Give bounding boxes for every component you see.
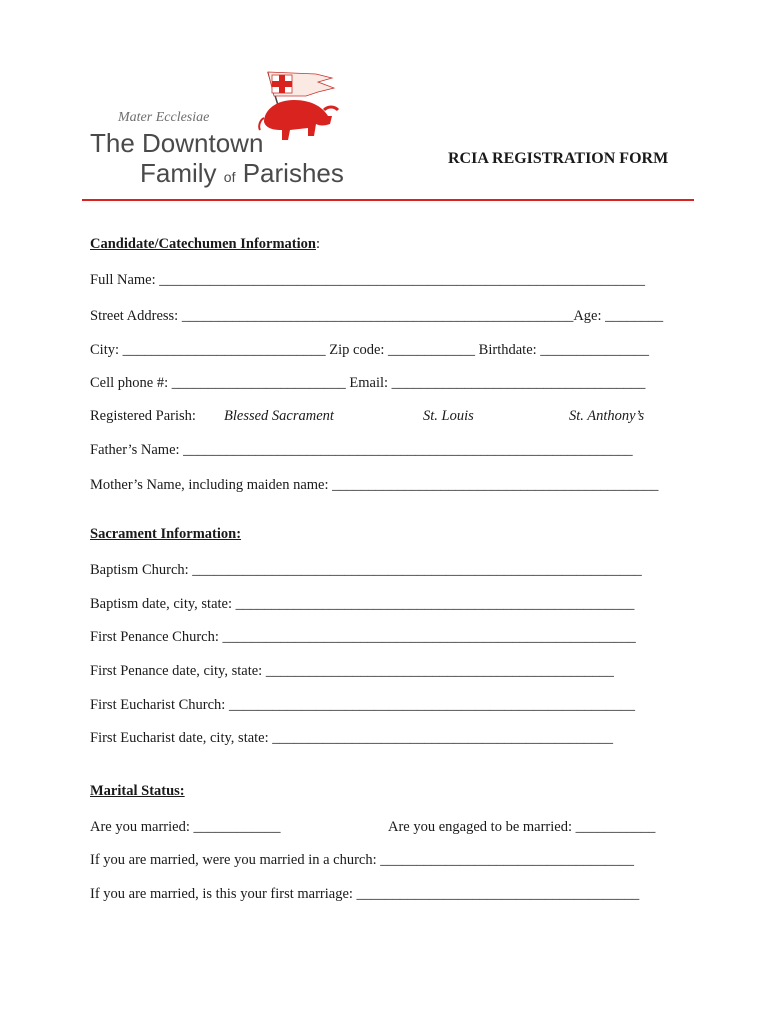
engaged-field[interactable]: Are you engaged to be married: ___________	[388, 819, 656, 835]
baptism-date-field[interactable]: Baptism date, city, state: _______________________________________________________	[90, 596, 635, 612]
marital-section-heading: Marital Status:	[90, 783, 185, 799]
eucharist-date-field[interactable]: First Eucharist date, city, state: _______________________________________________	[90, 730, 614, 746]
registered-parish-label: Registered Parish:	[90, 408, 196, 424]
logo-word-parishes: Parishes	[242, 158, 344, 188]
form-title: RCIA REGISTRATION FORM	[448, 150, 669, 167]
parish-option-st-louis[interactable]: St. Louis	[423, 408, 474, 424]
logo-word-family: Family	[140, 158, 217, 188]
street-address-field[interactable]: Street Address: ______________________________________________________Age: ________	[90, 308, 664, 324]
city-zip-birthdate-field[interactable]: City: ____________________________ Zip code: ____________ Birthdate: _______________	[90, 342, 650, 358]
parish-logo	[88, 66, 348, 192]
married-field[interactable]: Are you married: ____________	[90, 819, 281, 835]
full-name-field[interactable]: Full Name: ___________________________________________________________________	[90, 272, 646, 288]
cell-phone-email-field[interactable]: Cell phone #: ________________________ Email: ___________________________________	[90, 375, 646, 391]
sacrament-section-heading: Sacrament Information:	[90, 526, 242, 542]
penance-church-field[interactable]: First Penance Church: _________________________________________________________	[90, 629, 636, 645]
mother-name-field[interactable]: Mother’s Name, including maiden name: _____________________________________________	[90, 477, 659, 493]
title-divider	[82, 199, 694, 201]
candidate-heading-text: Candidate/Catechumen Information	[90, 236, 316, 252]
parish-option-blessed-sacrament[interactable]: Blessed Sacrament	[224, 408, 334, 424]
bull-flag-icon	[258, 66, 348, 148]
father-name-field[interactable]: Father’s Name: ______________________________________________________________	[90, 442, 633, 458]
logo-subtitle: Mater Ecclesiae	[118, 110, 210, 125]
eucharist-church-field[interactable]: First Eucharist Church: ________________________________________________________	[90, 697, 635, 713]
candidate-heading-colon: :	[315, 236, 320, 252]
penance-date-field[interactable]: First Penance date, city, state: ________________________________________________	[90, 663, 614, 679]
married-in-church-field[interactable]: If you are married, were you married in a church: ___________________________________	[90, 852, 635, 868]
logo-line-1: The Downtown	[90, 128, 264, 158]
candidate-section-heading	[90, 236, 320, 253]
logo-word-of: of	[223, 169, 236, 185]
logo-line-2	[140, 158, 344, 189]
parish-option-st-anthonys[interactable]: St. Anthony’s	[569, 408, 645, 424]
baptism-church-field[interactable]: Baptism Church: ______________________________________________________________	[90, 562, 642, 578]
first-marriage-field[interactable]: If you are married, is this your first marriage: _______________________________________	[90, 886, 640, 902]
